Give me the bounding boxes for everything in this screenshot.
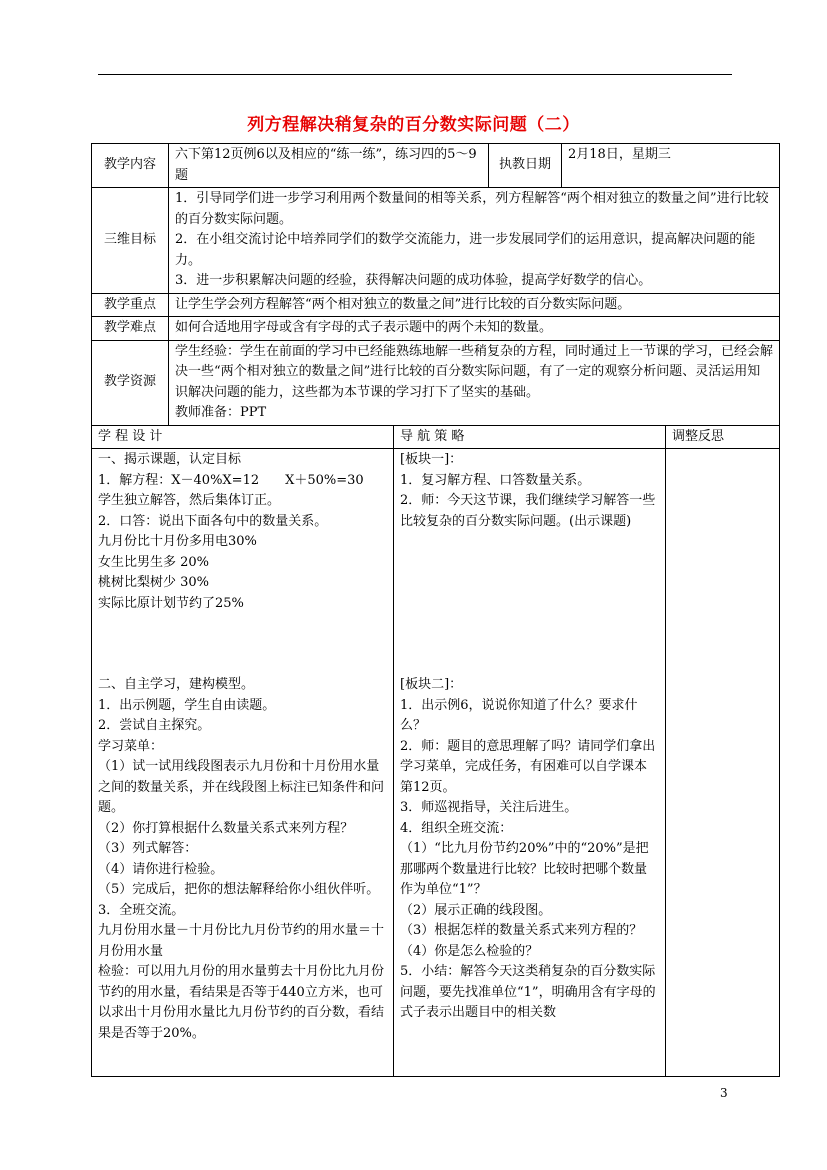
strategy-line: 5．小结：解答今天这类稍复杂的百分数实际问题，要先找准单位“1”，明确用含有字母的式子表示出题目中的相关数 xyxy=(400,964,656,1020)
value-resources xyxy=(169,340,780,425)
lesson-plan-table xyxy=(91,143,780,1077)
row-column-headers xyxy=(92,425,780,449)
strategy-line: 1．出示例6，说说你知道了什么？要求什么？ xyxy=(400,697,638,733)
design-line: （3）列式解答： xyxy=(98,841,198,856)
row-goals xyxy=(92,188,780,294)
value-key: 让学生学会列方程解答“两个相对独立的数量之间”进行比较的百分数实际问题。 xyxy=(169,293,780,317)
design-line: 九月份比十月份多用电30% xyxy=(98,534,257,549)
design-line: 2．口答：说出下面各句中的数量关系。 xyxy=(98,513,328,529)
design-line: 检验：可以用九月份的用水量剪去十月份比九月份节约的用水量，看结果是否等于440立方米，也可以求出十月份用水量比九月份节约的百分数，看结果是否等于20%。 xyxy=(98,964,385,1041)
strategy-line: [板块二]： xyxy=(400,677,463,692)
column-design: 学 程 设 计 xyxy=(92,425,394,449)
row-key xyxy=(92,293,780,317)
design-line: 2．尝试自主探究。 xyxy=(98,718,211,733)
goal-item: 1．引导同学们进一步学习利用两个数量间的相等关系，列方程解答“两个相对独立的数量之间”进行比较的百分数实际问题。 xyxy=(175,191,769,227)
goal-item: 3．进一步积累解决问题的经验，获得解决问题的成功体验，提高学好数学的信心。 xyxy=(175,273,652,288)
design-cell xyxy=(92,449,394,1077)
design-line: 二、自主学习，建构模型。 xyxy=(98,677,255,692)
reflection-cell xyxy=(666,449,780,1077)
strategy-cell xyxy=(394,449,666,1077)
column-strategy: 导 航 策 略 xyxy=(394,425,666,449)
resource-item: 教师准备：PPT xyxy=(175,405,267,420)
design-line: 1．出示例题，学生自由读题。 xyxy=(98,697,276,713)
column-reflection: 调整反思 xyxy=(666,425,780,449)
page-number: 3 xyxy=(720,1086,728,1100)
value-goals xyxy=(169,188,780,294)
row-resources xyxy=(92,340,780,425)
spacer xyxy=(400,532,659,675)
label-date: 执教日期 xyxy=(489,144,562,188)
label-goals: 三维目标 xyxy=(92,188,169,294)
strategy-line: 1．复习解方程、口答数量关系。 xyxy=(400,472,591,488)
goal-item: 2．在小组交流讨论中培养同学们的数学交流能力，进一步发展同学们的运用意识，提高解决问题的能力。 xyxy=(175,232,756,268)
design-line: 一、揭示课题，认定目标 xyxy=(98,452,242,467)
row-body xyxy=(92,449,780,1077)
page-title: 列方程解决稍复杂的百分数实际问题（二） xyxy=(247,115,580,135)
design-line: 学习菜单： xyxy=(98,738,164,754)
design-line: 学生独立解答，然后集体订正。 xyxy=(98,493,281,508)
value-content: 六下第12页例6以及相应的“练一练”，练习四的5～9题 xyxy=(169,144,489,188)
strategy-line: （4）你是怎么检验的？ xyxy=(400,943,539,959)
strategy-line: 4．组织全班交流： xyxy=(400,820,513,836)
design-line: 九月份用水量－十月份比九月份节约的用水量＝十月份用水量 xyxy=(98,923,385,959)
strategy-line: 3．师巡视指导，关注后进生。 xyxy=(400,800,578,815)
design-line: 3．全班交流。 xyxy=(98,902,185,918)
design-line: 1．解方程：X－40%X=12 X＋50%=30 xyxy=(98,472,364,488)
spacer xyxy=(98,614,387,675)
design-line: （1）试一试用线段图表示九月份和十月份用水量之间的数量关系，并在线段图上标注已知条件和问题。 xyxy=(98,759,385,815)
design-line: （5）完成后，把你的想法解释给你小组伙伴听。 xyxy=(98,882,380,897)
strategy-line: 2．师：今天这节课，我们继续学习解答一些比较复杂的百分数实际问题。(出示课题) xyxy=(400,493,656,529)
resource-item: 学生经验：学生在前面的学习中已经能熟练地解一些稍复杂的方程，同时通过上一节课的学习，已经会解决一些“两个相对独立的数量之间”进行比较的百分数实际问题，有了一定的观察分析问题、灵活运用知识解决问题的能力，这些都为本节课的学习打下了坚实的基础。 xyxy=(175,343,774,400)
strategy-line: 2．师：题目的意思理解了吗？请同学们拿出学习菜单，完成任务，有困难可以自学课本第12页。 xyxy=(400,738,656,795)
value-date: 2月18日，星期三 xyxy=(562,144,780,188)
label-difficulty: 教学难点 xyxy=(92,317,169,341)
design-line: 桃树比梨树少 30% xyxy=(98,575,210,590)
label-resources: 教学资源 xyxy=(92,340,169,425)
strategy-line: [板块一]： xyxy=(400,452,463,467)
strategy-line: （1）“比九月份节约20%”中的“20%”是把那哪两个数量进行比较？比较时把哪个数量作为单位“1”？ xyxy=(400,841,649,897)
strategy-line: （3）根据怎样的数量关系式来列方程的？ xyxy=(400,923,643,938)
header-rule xyxy=(98,74,732,75)
design-line: 实际比原计划节约了25% xyxy=(98,595,244,611)
design-line: （2）你打算根据什么数量关系式来列方程？ xyxy=(98,820,354,836)
strategy-line: （2）展示正确的线段图。 xyxy=(400,902,552,918)
design-line: 女生比男生多 20% xyxy=(98,554,210,570)
row-content xyxy=(92,144,780,188)
design-line: （4）请你进行检验。 xyxy=(98,861,224,877)
label-content: 教学内容 xyxy=(92,144,169,188)
value-difficulty: 如何合适地用字母或含有字母的式子表示题中的两个未知的数量。 xyxy=(169,317,780,341)
label-key: 教学重点 xyxy=(92,293,169,317)
row-difficulty xyxy=(92,317,780,341)
